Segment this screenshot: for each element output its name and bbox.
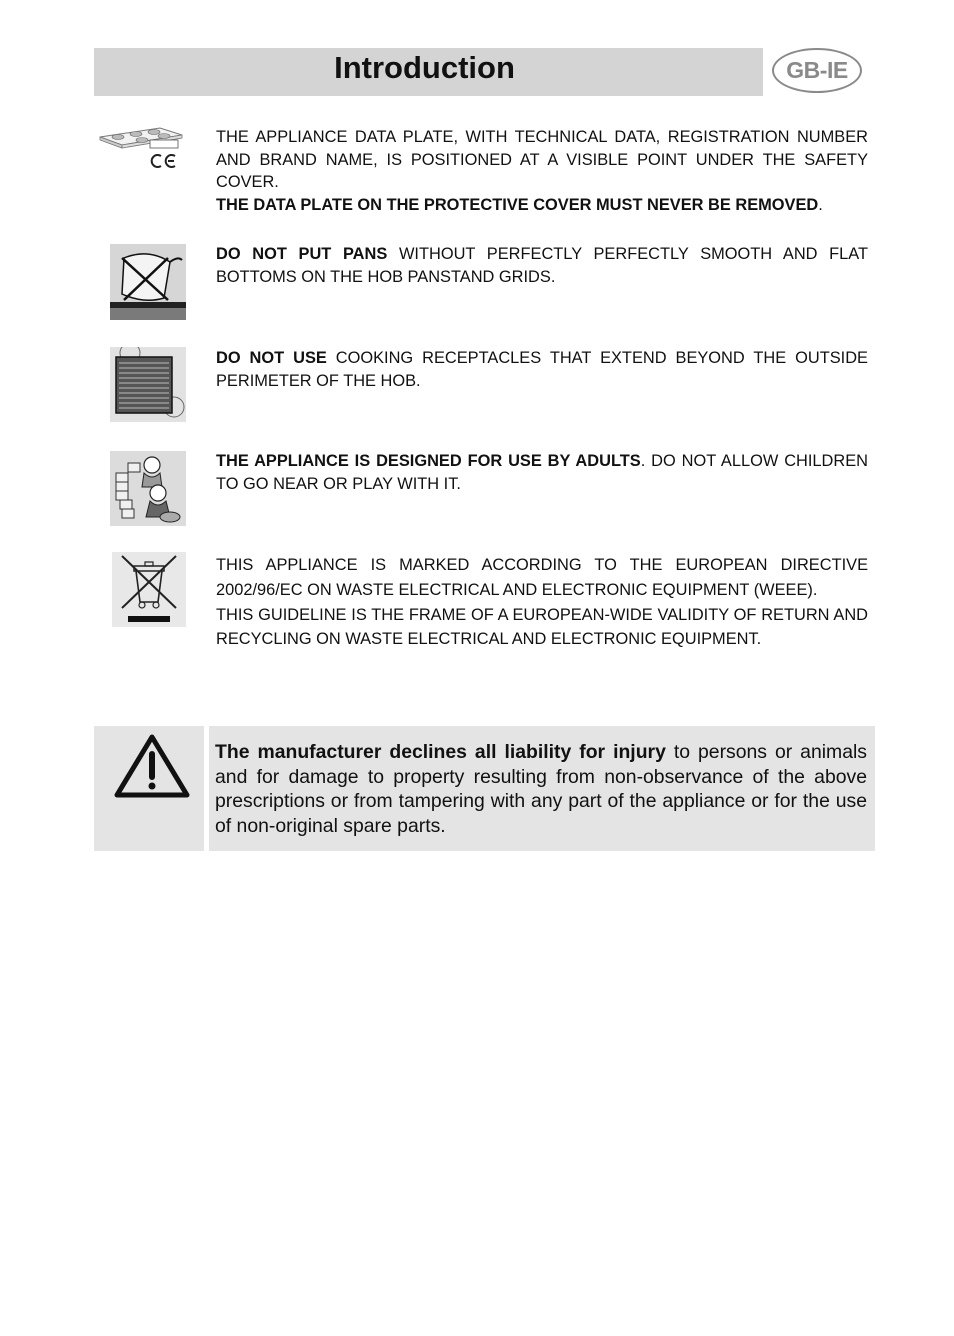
title-bar [94, 48, 763, 96]
warning-triangle-icon [114, 733, 190, 799]
weee-crossed-bin-icon [112, 552, 186, 627]
warning-icon-panel [94, 726, 204, 851]
paragraph: THE APPLIANCE DATA PLATE, WITH TECHNICAL DATA, REGISTRATION NUMBER AND BRAND NAME, IS POSITIONED AT A VISIBLE POINT UNDER THE SAFETY COVER. [216, 128, 868, 192]
liability-warning-text: The manufacturer declines all liability for injury to persons or animals and for damage to property resulting from non-observance of the above prescriptions or from tampering with any part of the appliance or for the use of non-original spare parts. [215, 741, 868, 837]
paragraph: THE DATA PLATE ON THE PROTECTIVE COVER MUST NEVER BE REMOVED. [216, 195, 823, 214]
paragraph: THE APPLIANCE IS DESIGNED FOR USE BY ADULTS. DO NOT ALLOW CHILDREN TO GO NEAR OR PLAY WITH IT. [216, 452, 868, 493]
page-title: Introduction [334, 50, 515, 85]
weee-text [216, 553, 868, 652]
children-playing-icon [110, 451, 186, 526]
pans-text [216, 243, 868, 288]
children-text [216, 450, 868, 495]
paragraph: THIS APPLIANCE IS MARKED ACCORDING TO THE EUROPEAN DIRECTIVE 2002/96/EC ON WASTE ELECTRICAL AND ELECTRONIC EQUIPMENT (WEEE). [216, 556, 868, 599]
paragraph: THIS GUIDELINE IS THE FRAME OF A EUROPEAN-WIDE VALIDITY OF RETURN AND RECYCLING ON WASTE ELECTRICAL AND ELECTRONIC EQUIPMENT. [216, 605, 868, 649]
oversized-receptacle-icon [110, 347, 186, 422]
receptacles-text [216, 347, 868, 392]
no-uneven-pans-icon [110, 244, 186, 320]
paragraph: DO NOT PUT PANS WITHOUT PERFECTLY PERFECTLY SMOOTH AND FLAT BOTTOMS ON THE HOB PANSTAND GRIDS. [216, 245, 869, 286]
data-plate-text [216, 126, 868, 216]
data-plate-ce-icon [98, 125, 184, 173]
paragraph: DO NOT USE COOKING RECEPTACLES THAT EXTEND BEYOND THE OUTSIDE PERIMETER OF THE HOB. [216, 349, 868, 390]
language-badge: GB-IE [772, 48, 862, 93]
